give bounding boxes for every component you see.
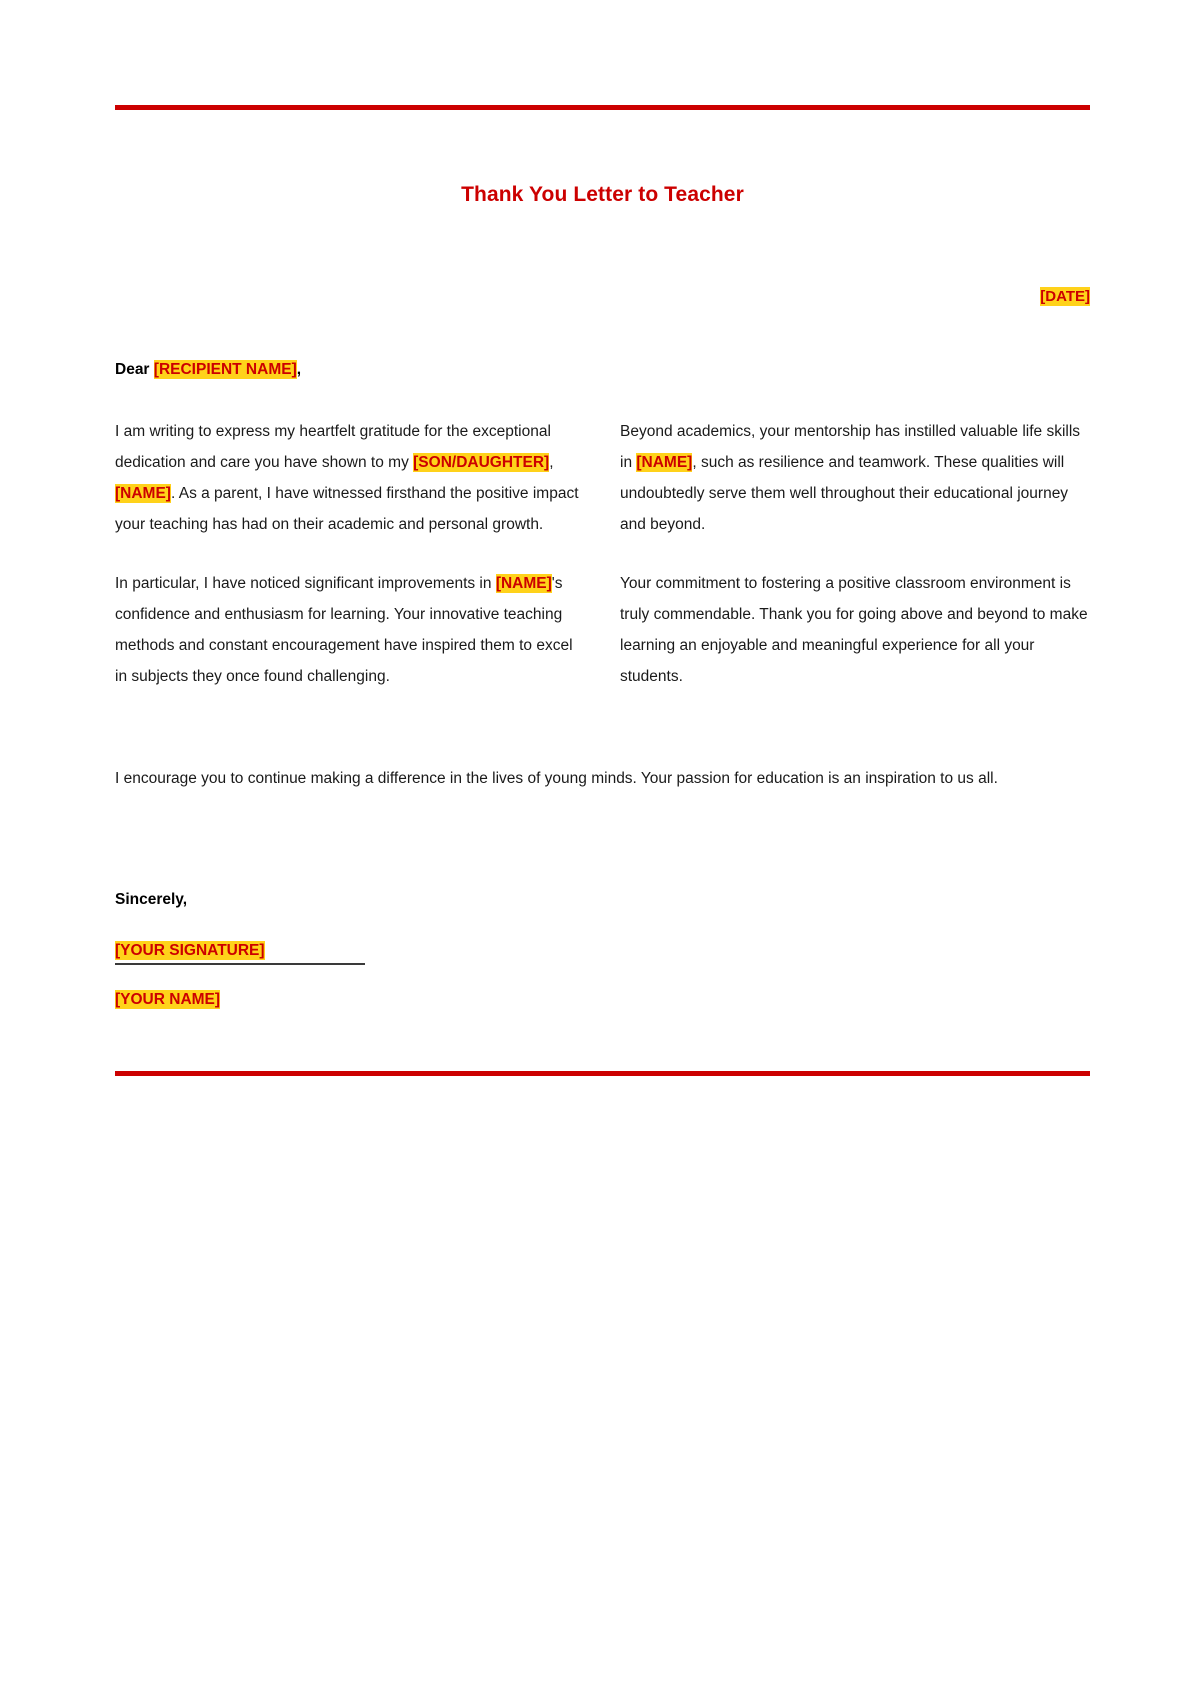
footer-divider-rule: [115, 1071, 1090, 1076]
date-line: [115, 286, 1090, 308]
body-paragraph: [620, 416, 1090, 540]
signature-placeholder-field[interactable]: [YOUR SIGNATURE]: [115, 942, 265, 959]
date-placeholder-field[interactable]: [DATE]: [1040, 288, 1090, 305]
page-title: Thank You Letter to Teacher: [461, 183, 744, 206]
paragraph-text: Your commitment to fostering a positive classroom environment is truly commendable. Thank you for going above and beyond to make learning an enjoyable and meaningful experience for all your students.: [620, 575, 1088, 685]
body-paragraph: [115, 568, 585, 692]
signature-row: [115, 939, 365, 962]
paragraph-text: I am writing to express my heartfelt gratitude for the exceptional dedication and care you have shown to my: [115, 423, 551, 471]
paragraph-text: . As a parent, I have witnessed firsthand the positive impact your teaching has had on their academic and personal growth.: [115, 485, 579, 533]
header-divider-rule: [115, 105, 1090, 110]
inline-placeholder-field[interactable]: [NAME]: [636, 454, 693, 471]
closing-salutation: Sincerely,: [115, 891, 188, 908]
full-width-paragraph-block: [115, 763, 1090, 794]
your-name-row: [115, 988, 1090, 1011]
signature-underline: [115, 963, 365, 965]
two-column-body: [115, 416, 1090, 692]
body-paragraph: [620, 568, 1090, 692]
salutation-comma: ,: [296, 361, 302, 378]
your-name-placeholder-field[interactable]: [YOUR NAME]: [115, 991, 221, 1008]
paragraph-text: , such as resilience and teamwork. These qualities will undoubtedly serve them well throughout their educational journey and beyond.: [620, 454, 1069, 533]
closing-remark-paragraph: I encourage you to continue making a difference in the lives of young minds. Your passion for education is an inspiration to us all.: [115, 770, 998, 787]
salutation-line: [115, 358, 1090, 381]
inline-placeholder-field[interactable]: [NAME]: [115, 485, 171, 502]
inline-placeholder-field[interactable]: [NAME]: [495, 575, 552, 592]
body-right-column: [620, 416, 1090, 692]
paragraph-text: Beyond academics, your mentorship has instilled valuable life skills in: [620, 423, 1081, 471]
paragraph-text: 's confidence and enthusiasm for learning. Your innovative teaching methods and constant encouragement have inspired them to excel in subjects they once found challenging.: [115, 575, 573, 685]
inline-placeholder-field[interactable]: [SON/DAUGHTER]: [413, 454, 550, 471]
salutation-greeting: Dear: [115, 361, 154, 378]
body-paragraph: [115, 416, 585, 540]
recipient-name-placeholder-field[interactable]: [RECIPIENT NAME]: [153, 361, 297, 378]
paragraph-text: In particular, I have noticed significant improvements in: [115, 575, 496, 592]
body-left-column: [115, 416, 585, 692]
paragraph-text: ,: [549, 454, 554, 471]
closing-block: [115, 888, 1090, 1011]
